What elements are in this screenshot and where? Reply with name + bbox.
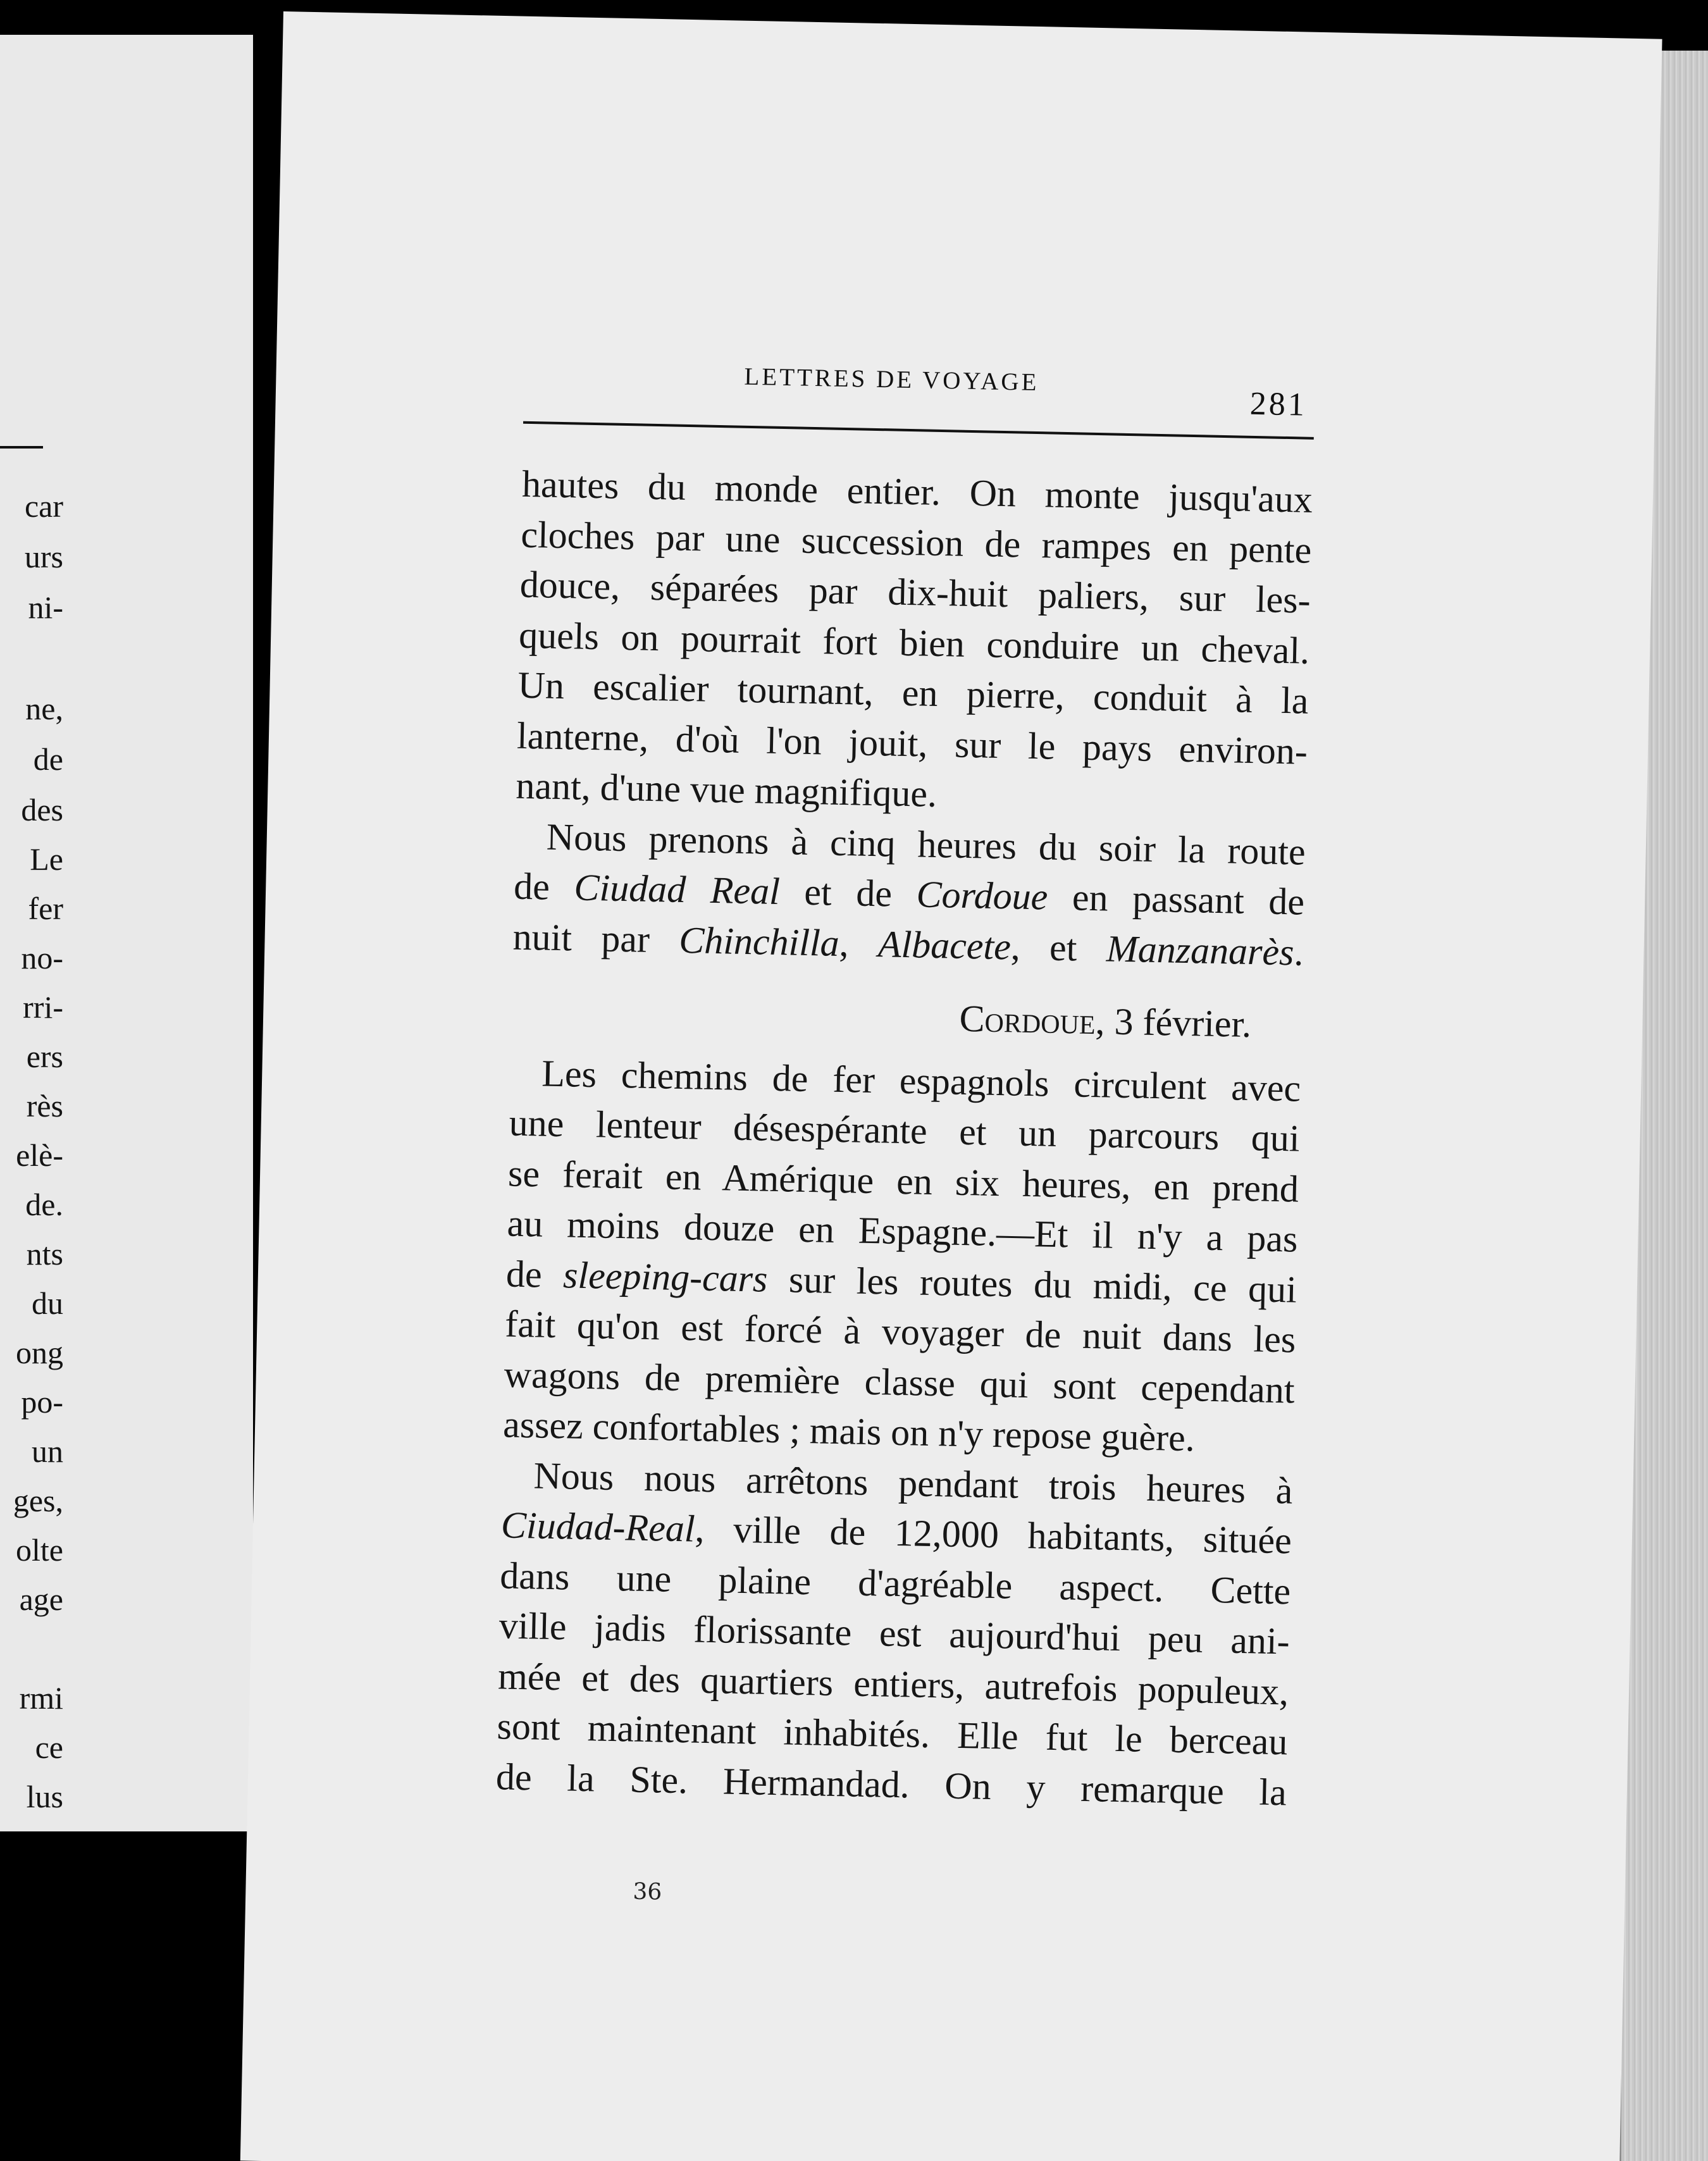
- text-line: une lenteur désespérante et un parcours qui: [509, 1101, 1301, 1160]
- text-line: dans une plaine d'agréable aspect. Cette: [499, 1554, 1291, 1612]
- previous-page-fragment: ers: [26, 1039, 63, 1074]
- previous-page-fragment: ges,: [13, 1483, 63, 1518]
- previous-page-edge: [0, 35, 253, 1831]
- dateline-place: Cordoue: [959, 997, 1096, 1043]
- text-line: ville jadis florissante est aujourd'hui peu ani-: [498, 1604, 1290, 1663]
- text-line: Les chemins de fer espagnols circulent avec: [541, 1052, 1301, 1110]
- previous-page-fragment: de: [33, 741, 63, 777]
- text-run: , ville de 12,000 habitants, située: [694, 1508, 1292, 1562]
- place-name: Ciudad Real: [573, 866, 781, 913]
- text-run: de: [505, 1252, 564, 1296]
- place-name: Ciudad-Real: [500, 1504, 696, 1550]
- text-line: fait qu'on est forcé à voyager de nuit dans les: [504, 1303, 1296, 1361]
- running-head: [744, 362, 1478, 406]
- text-line: douce, séparées par dix-huit paliers, sur les-: [519, 563, 1311, 621]
- previous-page-fragment: car: [24, 488, 63, 524]
- previous-page-fragment: ce: [35, 1730, 63, 1765]
- paragraph-4: [495, 1450, 1293, 1817]
- paragraph-2: [512, 811, 1306, 978]
- text-line: mée et des quartiers entiers, autrefois populeux,: [497, 1654, 1289, 1712]
- page-number: 281: [1249, 385, 1308, 423]
- text-run: , et: [1010, 925, 1107, 969]
- italic-term: sleeping-cars: [562, 1253, 769, 1300]
- text-run: .: [1293, 931, 1304, 974]
- text-line: lanterne, d'où l'on jouit, sur le pays environ-: [516, 714, 1308, 772]
- text-run: sur les routes du midi, ce qui: [767, 1258, 1297, 1311]
- previous-page-fragment: de.: [25, 1187, 63, 1222]
- text-run: nuit par: [512, 915, 680, 961]
- previous-page-fragment: nts: [26, 1236, 63, 1272]
- paragraph-3: [502, 1048, 1301, 1466]
- text-line: se ferait en Amérique en six heures, en prend: [507, 1152, 1299, 1210]
- text-line: sont maintenant inhabités. Elle fut le berceau: [497, 1705, 1289, 1763]
- previous-page-rule: [0, 446, 43, 449]
- dateline-date: , 3 février.: [1095, 1000, 1252, 1046]
- place-name: Manzanarès: [1106, 927, 1295, 973]
- text-run: en passant de: [1047, 876, 1305, 923]
- text-line: Nous prenons à cinq heures du soir la route: [546, 815, 1306, 873]
- previous-page-fragment: du: [32, 1285, 63, 1321]
- previous-page-fragment: rmi: [19, 1680, 63, 1716]
- previous-page-fragment: urs: [24, 539, 63, 574]
- place-name: Albacete: [877, 922, 1012, 967]
- place-name: Chinchilla: [678, 919, 840, 964]
- text-run: ,: [838, 922, 879, 965]
- previous-page-fragment: lus: [26, 1779, 63, 1814]
- text-line: de la Ste. Hermandad. On y remarque la: [495, 1755, 1287, 1813]
- previous-page-fragment: Le: [30, 841, 63, 877]
- paragraph-1: [516, 459, 1313, 827]
- text-line: cloches par une succession de rampes en pente: [520, 513, 1312, 571]
- current-page: [240, 11, 1662, 2161]
- previous-page-fragment: rès: [26, 1088, 63, 1124]
- text-line: assez confortables ; mais on n'y repose guère.: [502, 1403, 1196, 1459]
- previous-page-fragment: olte: [16, 1532, 63, 1568]
- text-line: hautes du monde entier. On monte jusqu'aux: [521, 462, 1313, 521]
- text-line: nant, d'une vue magnifique.: [515, 764, 938, 815]
- dateline: [511, 985, 1303, 1051]
- previous-page-fragment: des: [21, 792, 63, 827]
- text-line: quels on pourrait fort bien conduire un cheval.: [518, 614, 1310, 672]
- previous-page-fragment: ong: [16, 1335, 63, 1370]
- text-line: au moins douze en Espagne.—Et il n'y a pas: [506, 1202, 1299, 1260]
- signature-mark: 36: [633, 1878, 662, 1905]
- previous-page-fragment: po-: [21, 1384, 63, 1420]
- previous-page-fragment: age: [19, 1582, 63, 1617]
- text-line: wagons de première classe qui sont cependant: [504, 1353, 1296, 1411]
- place-name: Cordoue: [915, 873, 1049, 918]
- text-run: et de: [779, 870, 917, 915]
- previous-page-fragment: no-: [21, 940, 63, 975]
- text-line: Un escalier tournant, en pierre, conduit à la: [517, 664, 1309, 722]
- running-title: LETTRES DE VOYAGE: [744, 362, 1039, 397]
- page-body: [495, 459, 1313, 1818]
- previous-page-fragment: ne,: [25, 691, 63, 726]
- previous-page-fragment: fer: [28, 891, 63, 926]
- header-rule: [523, 421, 1314, 440]
- previous-page-fragment: un: [32, 1433, 63, 1469]
- previous-page-fragment: elè-: [16, 1137, 63, 1173]
- text-line: Nous nous arrêtons pendant trois heures à: [533, 1454, 1294, 1511]
- previous-page-fragment: rri-: [23, 989, 63, 1025]
- text-run: de: [513, 865, 575, 908]
- previous-page-fragment: ni-: [28, 590, 63, 625]
